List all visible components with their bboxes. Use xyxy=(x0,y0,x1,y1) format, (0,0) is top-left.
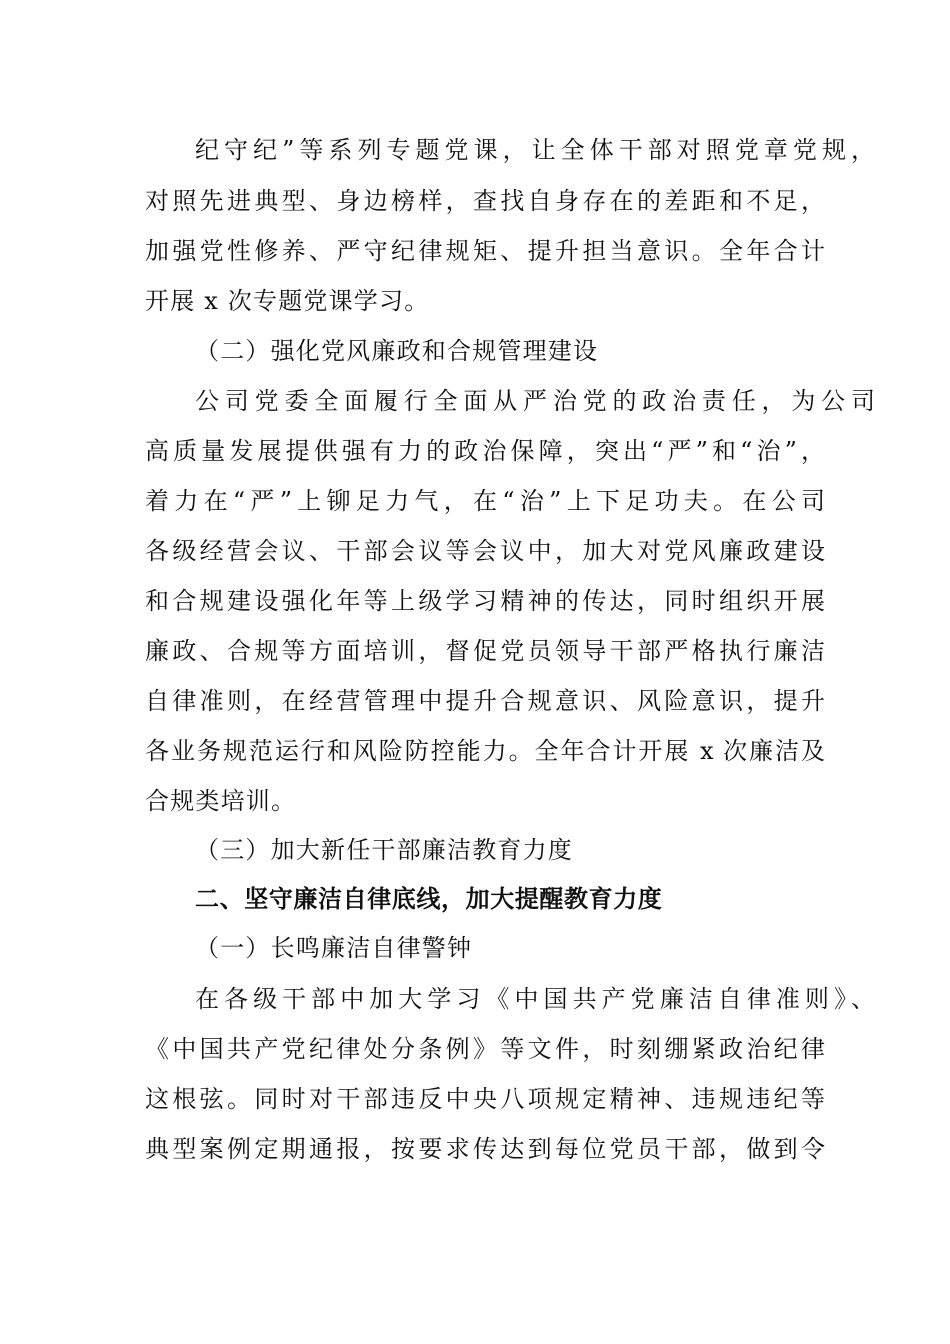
paragraph-line: 加强党性修养、严守纪律规矩、提升担当意识。全年合计 xyxy=(145,237,825,265)
paragraph-line: 《中国共产党纪律处分条例》等文件，时刻绷紧政治纪律 xyxy=(145,1035,825,1063)
paragraph-line: 这根弦。同时对干部违反中央八项规定精神、违规违纪等 xyxy=(145,1085,825,1113)
paragraph-line: 合规类培训。 xyxy=(145,787,297,815)
paragraph-line: 典型案例定期通报，按要求传达到每位党员干部，做到令 xyxy=(145,1135,825,1163)
paragraph-line: 各业务规范运行和风险防控能力。全年合计开展 x 次廉洁及 xyxy=(145,737,825,765)
paragraph-line: 纪守纪”等系列专题党课，让全体干部对照党章党规， xyxy=(195,136,875,164)
paragraph-line: 自律准则，在经营管理中提升合规意识、风险意识，提升 xyxy=(145,687,825,715)
paragraph-line: 和合规建设强化年等上级学习精神的传达，同时组织开展 xyxy=(145,587,825,615)
paragraph-line: 高质量发展提供强有力的政治保障，突出“严”和“治”， xyxy=(145,437,825,465)
section-heading-1: （一）长鸣廉洁自律警钟 xyxy=(195,934,473,962)
section-heading-2: （二）强化党风廉政和合规管理建设 xyxy=(195,337,599,365)
paragraph-line: 各级经营会议、干部会议等会议中，加大对党风廉政建设 xyxy=(145,537,825,565)
paragraph-line: 在各级干部中加大学习《中国共产党廉洁自律准则》、 xyxy=(195,985,875,1013)
paragraph-line: 着力在“严”上铆足力气，在“治”上下足功夫。在公司 xyxy=(145,487,825,515)
paragraph-line: 公司党委全面履行全面从严治党的政治责任，为公司 xyxy=(195,387,875,415)
section-heading-3: （三）加大新任干部廉洁教育力度 xyxy=(195,836,573,864)
paragraph-line: 廉政、合规等方面培训，督促党员领导干部严格执行廉洁 xyxy=(145,637,825,665)
paragraph-line: 开展 x 次专题党课学习。 xyxy=(145,287,430,315)
chapter-heading: 二、坚守廉洁自律底线，加大提醒教育力度 xyxy=(195,885,663,913)
paragraph-line: 对照先进典型、身边榜样，查找自身存在的差距和不足， xyxy=(145,187,825,215)
